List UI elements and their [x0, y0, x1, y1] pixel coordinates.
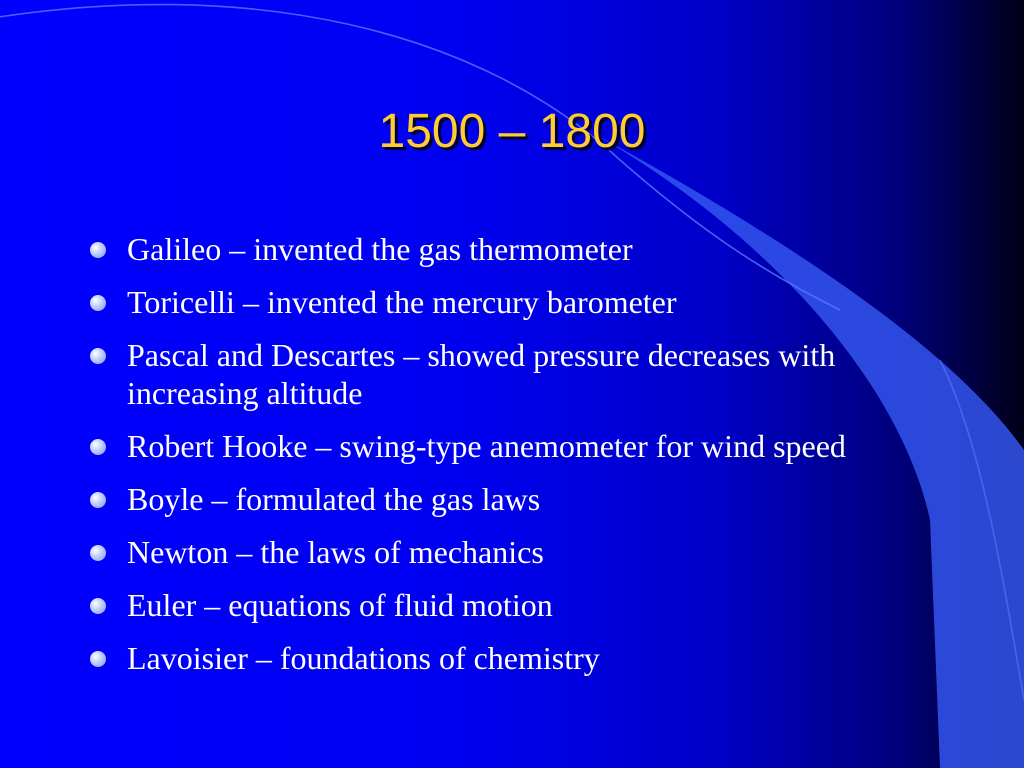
slide-title: 1500 – 1800 [378, 105, 646, 158]
bullet-text: Toricelli – invented the mercury barometer [127, 284, 677, 320]
bullet-dot-icon [90, 545, 106, 561]
bullet-text: Robert Hooke – swing-type anemometer for wind speed [127, 428, 846, 464]
bullet-text: Newton – the laws of mechanics [127, 534, 544, 570]
list-item [90, 586, 940, 624]
bullet-text: Galileo – invented the gas thermometer [127, 231, 633, 267]
bullet-dot-icon [90, 348, 106, 364]
bullet-text: Lavoisier – foundations of chemistry [127, 640, 600, 676]
bullet-dot-icon [90, 295, 106, 311]
bullet-text: Euler – equations of fluid motion [127, 587, 553, 623]
bullet-text: Pascal and Descartes – showed pressure decreases with increasing altitude [127, 337, 836, 411]
bullet-text: Boyle – formulated the gas laws [127, 481, 541, 517]
list-item [90, 427, 940, 465]
bullet-dot-icon [90, 651, 106, 667]
bullet-dot-icon [90, 439, 106, 455]
list-item [90, 533, 940, 571]
bullet-dot-icon [90, 598, 106, 614]
list-item [90, 283, 940, 321]
bullet-dot-icon [90, 492, 106, 508]
list-item [90, 230, 940, 268]
list-item [90, 480, 940, 518]
list-item [90, 639, 940, 677]
list-item [90, 336, 940, 412]
bullet-list [90, 230, 940, 692]
bullet-dot-icon [90, 242, 106, 258]
